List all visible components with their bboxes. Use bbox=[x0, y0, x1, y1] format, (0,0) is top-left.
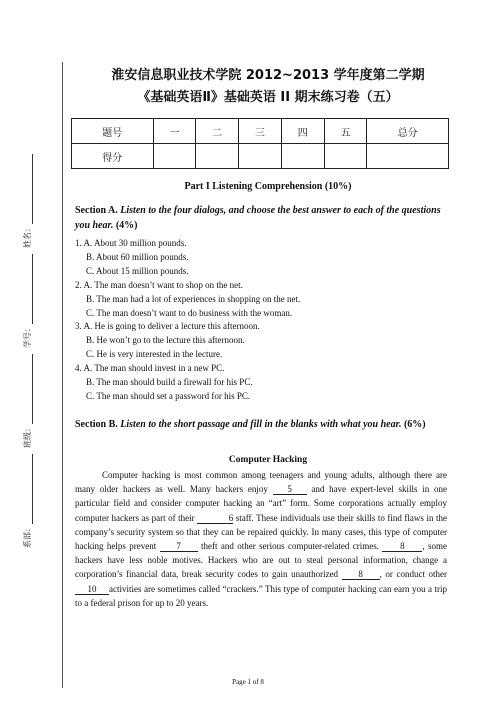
passage-body bbox=[75, 468, 447, 610]
passage-title: Computer Hacking bbox=[228, 455, 308, 465]
score-header-cell: 一 bbox=[153, 119, 196, 144]
passage-text: , some hackers have less noble motives. Hackers who are out to steal personal information, change a corporation’s financial data, break security codes to gain unauthorized bbox=[75, 541, 447, 580]
side-label-class: 班级： bbox=[23, 424, 32, 448]
fill-blank[interactable]: 8 bbox=[382, 541, 422, 552]
question-list bbox=[75, 237, 300, 404]
score-cell[interactable] bbox=[153, 144, 196, 169]
passage-text: activities are sometimes called “crackers.” This type of computer hacking can earn you a trip to a federal prison for up to 20 years. bbox=[75, 583, 447, 608]
side-label-department: 系部： bbox=[23, 524, 32, 548]
question-option[interactable]: B. The man should build a firewall for his PC. bbox=[86, 377, 253, 388]
score-header-cell: 四 bbox=[281, 119, 324, 144]
section-b-label: Section B. bbox=[75, 419, 118, 430]
question-option[interactable]: C. About 15 million pounds. bbox=[86, 265, 189, 276]
passage-text: theft and other serious computer-related crimes. bbox=[197, 541, 383, 552]
question-option[interactable]: B. The man had a lot of experiences in shopping on the net. bbox=[86, 293, 301, 304]
fill-blank[interactable]: 10 bbox=[75, 584, 109, 595]
fill-blank[interactable]: 5 bbox=[273, 484, 307, 495]
question-option[interactable]: B. About 60 million pounds. bbox=[86, 251, 189, 262]
score-cell[interactable] bbox=[239, 144, 282, 169]
question-option[interactable]: 4. A. The man should invest in a new PC. bbox=[75, 363, 225, 374]
score-table-header-row bbox=[72, 119, 449, 144]
score-cell[interactable] bbox=[367, 144, 449, 169]
passage-text: , or conduct other bbox=[379, 569, 448, 580]
passage-text: Computer hacking is most common among teenagers and young adults, although there are many older hackers as well. Many hackers enjoy bbox=[75, 470, 447, 495]
score-cell[interactable] bbox=[324, 144, 367, 169]
score-header-cell: 五 bbox=[324, 119, 367, 144]
section-b-instruction: Listen to the short passage and fill in the blanks with what you hear. bbox=[120, 419, 402, 430]
section-a-points: (4%) bbox=[115, 220, 138, 231]
margin-rule bbox=[62, 62, 63, 688]
score-row-label: 得分 bbox=[72, 144, 154, 169]
fill-blank[interactable]: 8 bbox=[342, 569, 380, 580]
side-field-name[interactable] bbox=[22, 138, 52, 248]
score-header-cell: 二 bbox=[196, 119, 239, 144]
exam-title-line2: 《基础英语Ⅱ》基础英语 II 期末练习卷（五） bbox=[137, 90, 399, 105]
question-option[interactable]: 2. A. The man doesn’t want to shop on the net. bbox=[75, 279, 243, 290]
side-label-name: 姓名： bbox=[23, 224, 32, 248]
part1-heading: Part I Listening Comprehension (10%) bbox=[184, 181, 352, 192]
exam-title-line1: 淮安信息职业技术学院 2012~2013 学年度第二学期 bbox=[111, 68, 425, 83]
section-b-heading bbox=[75, 417, 447, 432]
score-cell[interactable] bbox=[281, 144, 324, 169]
passage-text: staff. These individuals use their skills to find flaws in the company’s security system so that they can be repaired quickly. In many cases, this type of computer hacking helps prevent bbox=[75, 512, 448, 552]
side-label-student-id: 学号： bbox=[23, 324, 32, 348]
side-field-department[interactable] bbox=[22, 438, 52, 548]
question-option[interactable]: C. He is very interested in the lecture. bbox=[86, 349, 223, 360]
score-header-cell: 总分 bbox=[367, 119, 449, 144]
side-field-student-id[interactable] bbox=[22, 238, 52, 348]
passage-text: and have expert-level skills in one particular field and consider computer hacking an “art” form. Some corporations actually employ computer hackers as part of their bbox=[75, 484, 447, 523]
page-footer: Page 1 of 8 bbox=[232, 678, 264, 686]
section-a-instruction: Listen to the four dialogs, and choose the best answer to each of the questions you hear. bbox=[75, 205, 441, 231]
section-b-points: (6%) bbox=[403, 419, 426, 430]
score-cell[interactable] bbox=[196, 144, 239, 169]
score-header-cell: 三 bbox=[239, 119, 282, 144]
fill-blank[interactable]: 6 bbox=[197, 513, 233, 524]
fill-blank[interactable]: 7 bbox=[160, 541, 198, 552]
section-a-label: Section A. bbox=[75, 205, 118, 216]
section-a-heading bbox=[75, 203, 447, 233]
question-option[interactable]: 1. A. About 30 million pounds. bbox=[75, 238, 187, 248]
score-table bbox=[71, 118, 449, 169]
side-field-class[interactable] bbox=[22, 338, 52, 448]
score-table-score-row bbox=[72, 144, 449, 169]
score-header-cell: 题号 bbox=[72, 119, 154, 144]
question-option[interactable]: C. The man should set a password for his PC. bbox=[86, 390, 251, 401]
question-option[interactable]: C. The man doesn’t want to do business with the woman. bbox=[86, 307, 293, 318]
question-option[interactable]: B. He won’t go to the lecture this afternoon. bbox=[86, 335, 245, 346]
question-option[interactable]: 3. A. He is going to deliver a lecture this afternoon. bbox=[75, 321, 260, 332]
